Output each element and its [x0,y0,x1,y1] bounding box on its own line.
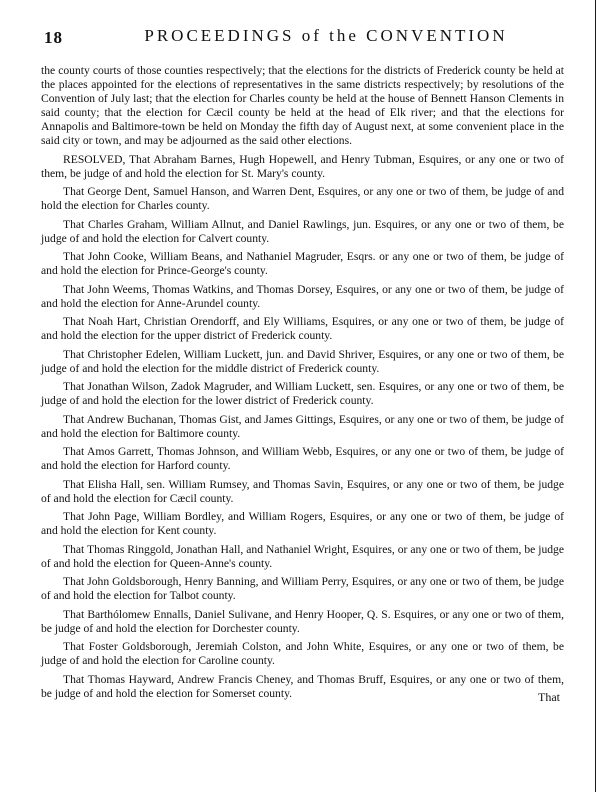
page-edge-line [595,0,596,792]
paragraph: RESOLVED, That Abraham Barnes, Hugh Hopewell, and Henry Tubman, Esquires, or any one or two of them, be judge of and hold the election for St. Mary's county. [41,152,564,180]
paragraph: That Charles Graham, William Allnut, and Daniel Rawlings, jun. Esquires, or any one or two of them, be judge of and hold the election for Calvert county. [41,217,564,245]
paragraph: That Amos Garrett, Thomas Johnson, and William Webb, Esquires, or any one or two of them, be judge of and hold the election for Harford county. [41,445,564,473]
paragraph: That Andrew Buchanan, Thomas Gist, and James Gittings, Esquires, or any one or two of them, be judge of and hold the election for Baltimore county. [41,412,564,440]
paragraph: That Foster Goldsborough, Jeremiah Colston, and John White, Esquires, or any one or two of them, be judge of and hold the election for Caroline county. [41,640,564,668]
page-number: 18 [44,28,63,47]
paragraph: That John Weems, Thomas Watkins, and Thomas Dorsey, Esquires, or any one or two of them, be judge of and hold the election for Anne-Arundel county. [41,282,564,310]
paragraph: That George Dent, Samuel Hanson, and Warren Dent, Esquires, or any one or two of them, be judge of and hold the election for Charles county. [41,185,564,213]
page-header [44,26,564,48]
paragraph: That Thomas Hayward, Andrew Francis Cheney, and Thomas Bruff, Esquires, or any one or two of them, be judge of and hold the election for Somerset county. [41,672,564,700]
paragraph: That Elisha Hall, sen. William Rumsey, and Thomas Savin, Esquires, or any one or two of them, be judge of and hold the election for Cæcil county. [41,477,564,505]
paragraph: That Barthólomew Ennalls, Daniel Sulivane, and Henry Hooper, Q. S. Esquires, or any one or two of them, be judge of and hold the election for Dorchester county. [41,607,564,635]
paragraph: That Noah Hart, Christian Orendorff, and Ely Williams, Esquires, or any one or two of them, be judge of and hold the election for the upper district of Frederick county. [41,315,564,343]
paragraph: That Christopher Edelen, William Luckett, jun. and David Shriver, Esquires, or any one or two of them, be judge of and hold the election for the middle district of Frederick county. [41,347,564,375]
catchword: That [538,690,560,704]
paragraph: That Thomas Ringgold, Jonathan Hall, and Nathaniel Wright, Esquires, or any one or two of them, be judge of and hold the election for Queen-Anne's county. [41,542,564,570]
paragraph: That John Goldsborough, Henry Banning, and William Perry, Esquires, or any one or two of them, be judge of and hold the election for Talbot county. [41,575,564,603]
paragraph: That Jonathan Wilson, Zadok Magruder, and William Luckett, sen. Esquires, or any one or two of them, be judge of and hold the election for the lower district of Frederick county. [41,380,564,408]
body-text [41,64,564,705]
paragraph: That John Cooke, William Beans, and Nathaniel Magruder, Esqrs. or any one or two of them, be judge of and hold the election for Prince-George's county. [41,250,564,278]
paragraph: the county courts of those counties respectively; that the elections for the districts of Frederick county be held at the places appointed for the elections of representatives in the same districts respectively; by resolutions of the Convention of July last; that the election for Charles county be held at the house of Bennett Hanson Clements in said county; that the election for Cæcil county be held at the head of Elk river; and that the elections for Annapolis and Baltimore-town be held on Monday the fifth day of August next, at some convenient place in the said city or town, and may be adjourned as the said other elections. [41,64,564,148]
running-head: PROCEEDINGS of the CONVENTION [144,26,508,45]
paragraph: That John Page, William Bordley, and William Rogers, Esquires, or any one or two of them, be judge of and hold the election for Kent county. [41,510,564,538]
